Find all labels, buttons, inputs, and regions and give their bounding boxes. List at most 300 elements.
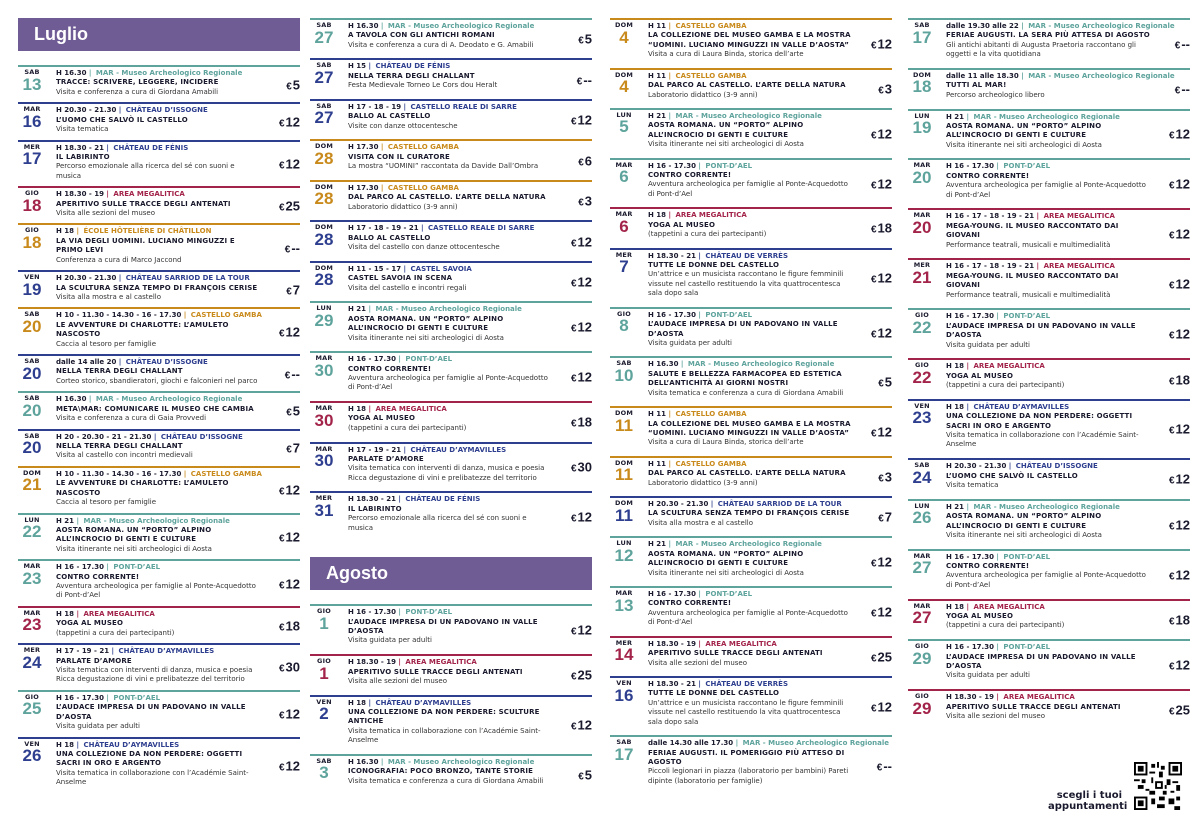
event-info [348,143,552,171]
event-venue: CHÂTEAU D’AYMAVILLES [973,402,1070,411]
event-meta [946,162,1150,171]
event-venue: MAR - Museo Archeologico Regionale [973,502,1120,511]
event-price-value: 25 [877,649,892,665]
event-info [56,274,260,302]
event-price [286,403,300,418]
event-meta [946,462,1150,471]
event-separator: | [116,358,124,367]
event-row[interactable] [610,496,892,536]
event-row[interactable] [310,654,592,694]
event-price-value: 12 [877,270,892,286]
event-meta [946,553,1150,562]
event-info [56,395,260,423]
event-weekday: DOM [615,409,633,418]
event-price-value: 12 [877,325,892,341]
event-day-number: 18 [912,77,932,97]
event-date [610,540,638,564]
event-weekday: MER [913,261,931,270]
event-info [348,62,552,90]
event-weekday: GIO [915,311,929,320]
event-venue: CHÂTEAU D’ISSOGNE [1015,462,1098,471]
event-weekday: SAB [24,394,40,403]
event-day-number: 16 [614,685,634,705]
event-date [610,410,638,434]
event-time: H 18.30 - 21 [56,143,104,152]
event-time: H 16 - 17.30 [648,161,696,170]
event-row[interactable] [18,429,300,466]
event-row[interactable] [908,499,1190,549]
event-time: H 16 - 17.30 [946,312,994,321]
event-row[interactable] [310,442,592,492]
event-weekday: GIO [317,657,331,666]
event-day-number: 1 [319,613,329,633]
event-weekday: GIO [915,361,929,370]
event-time: H 16.30 [348,757,379,766]
event-venue: CHÂTEAU D’AYMAVILLES [375,698,472,707]
event-price-value: 12 [577,717,592,733]
event-time: H 16 - 17.30 [348,355,396,364]
event-info [648,739,890,786]
event-price [279,114,300,129]
event-info [946,462,1150,490]
event-row[interactable] [610,676,892,735]
event-description: Visita tematica in collaborazione con l’Académie Saint-Anselme [946,431,1139,449]
event-row[interactable] [18,737,300,793]
event-row[interactable] [310,99,592,139]
event-row[interactable] [610,108,892,158]
event-venue: CASTELLO GAMBA [190,469,262,478]
event-row[interactable] [908,158,1190,208]
event-row[interactable] [610,207,892,247]
event-info [648,211,852,239]
event-row[interactable] [908,599,1190,640]
event-weekday: MAR [913,601,931,610]
event-price-value: -- [291,366,300,382]
event-description: Visita tematica con interventi di danza, musica e poesia Ricca degustazione di vini e prelibatezze del territorio [348,464,545,482]
event-separator: | [395,355,404,364]
event-row[interactable] [610,68,892,108]
event-meta [946,603,1150,612]
euro-icon: € [870,653,877,665]
event-date [310,265,338,289]
event-price [1169,422,1190,437]
event-row[interactable] [908,689,1190,730]
event-description: Visita alla mostra e al castello [648,518,754,527]
event-date [310,184,338,208]
event-info [56,144,260,182]
event-row[interactable] [908,639,1190,689]
event-price [1169,277,1190,292]
event-row[interactable] [310,58,592,98]
event-row[interactable] [610,536,892,586]
event-separator: | [695,251,704,260]
event-separator: | [666,22,674,30]
event-date [310,62,338,86]
event-row[interactable] [310,401,592,441]
euro-icon: € [1168,521,1175,533]
event-day-number: 29 [912,698,932,718]
event-meta [56,395,260,404]
event-row[interactable] [18,102,300,139]
event-title: ICONOGRAFIA: POCO BRONZO, TANTE STORIE [348,767,534,776]
euro-icon: € [278,328,285,340]
event-day-number: 22 [912,317,932,337]
event-meta [348,143,552,152]
event-meta [56,470,260,479]
event-date [310,658,338,682]
event-info [348,608,552,646]
event-venue: PONT-D’AEL [113,693,161,702]
event-separator: | [86,69,94,77]
event-separator: | [678,360,686,369]
event-price-value: 5 [584,767,592,783]
event-row[interactable] [908,549,1190,599]
event-row[interactable] [18,391,300,428]
euro-icon: € [570,278,577,290]
event-meta [946,693,1150,702]
event-venue: AREA MEGALITICA [1003,693,1075,702]
event-price [578,768,592,783]
euro-icon: € [870,274,877,286]
event-description: Visita itinerante nei siti archeologici di Aosta [348,333,504,342]
event-weekday: LUN [616,539,632,548]
event-date [908,553,936,577]
event-date [610,360,638,384]
event-row[interactable] [18,270,300,307]
event-description: La mostra “UOMINI” raccontata da Davide Dall’Ombra [348,162,539,171]
euro-icon: € [570,238,577,250]
event-price-value: 12 [285,482,300,498]
event-row[interactable] [18,354,300,391]
event-description: Avventura archeologica per famiglie al Ponte-Acquedotto di Pont-d’Ael [946,571,1146,589]
euro-icon: € [286,407,292,419]
event-venue: MAR - Museo Archeologico Regionale [387,757,535,766]
event-price-value: 12 [877,554,892,570]
euro-icon: € [570,513,577,525]
event-time: H 16.30 [648,360,679,369]
event-row[interactable] [610,586,892,636]
event-info [648,410,852,448]
event-row[interactable] [908,358,1190,399]
event-meta [348,62,552,71]
event-row[interactable] [908,399,1190,458]
event-time: H 16 - 17.30 [56,693,104,702]
event-venue: CASTELLO GAMBA [675,410,747,419]
event-row[interactable] [610,356,892,406]
event-separator: | [964,112,972,121]
event-row[interactable] [610,636,892,676]
euro-icon: € [578,35,584,47]
event-day-number: 18 [22,195,42,215]
event-weekday: MAR [615,210,633,219]
event-price [279,707,300,722]
event-description: (tappetini a cura dei partecipanti) [946,381,1065,390]
event-row[interactable] [18,643,300,690]
event-row[interactable] [310,301,592,351]
event-row[interactable] [18,559,300,606]
event-meta [348,405,552,414]
event-venue: CHÂTEAU D’ISSOGNE [160,432,243,441]
event-date [310,495,338,519]
event-price-value: 12 [577,369,592,385]
event-info [648,311,852,349]
event-meta [56,741,260,750]
event-day-number: 28 [314,229,334,249]
event-date [908,22,936,46]
qr-code-icon[interactable] [1134,762,1182,810]
event-row[interactable] [310,220,592,260]
event-row[interactable] [310,754,592,794]
event-price-value: 18 [577,414,592,430]
event-row[interactable] [610,248,892,307]
event-separator: | [378,757,386,766]
event-venue: PONT-D’AEL [1003,552,1051,561]
event-meta [348,184,552,193]
event-price [571,623,592,638]
event-day-number: 4 [619,27,629,47]
event-row[interactable] [18,513,300,560]
event-separator: | [74,609,82,618]
event-meta [946,503,1150,512]
event-day-number: 23 [912,408,932,428]
event-separator: | [378,22,386,30]
euro-icon: € [278,533,285,545]
event-info [648,680,852,727]
event-description: Visita tematica [56,125,109,134]
event-day-number: 21 [912,267,932,287]
event-venue: MAR - Museo Archeologico Regionale [95,69,243,77]
event-time: H 18.30 - 19 [348,658,396,667]
event-price-value: 12 [877,604,892,620]
event-description: Visita tematica [946,480,999,489]
event-price-value: 7 [292,282,300,298]
event-row[interactable] [908,109,1190,159]
event-info [648,540,852,578]
event-info [348,305,552,343]
event-info [946,403,1150,450]
event-row[interactable] [310,491,592,541]
event-info [946,503,1150,541]
event-weekday: SAB [24,310,40,319]
event-day-number: 26 [22,746,42,765]
event-weekday: MAR [315,354,333,363]
event-row[interactable] [310,139,592,179]
event-time: H 18.30 - 21 [648,680,696,688]
event-price-value: 25 [577,667,592,683]
event-separator: | [1006,462,1014,471]
event-price [871,36,892,51]
event-title: SALUTE E BELLEZZA FARMACOPEA ED ESTETICA DELL’ANTICHITÀ AI GIORNI NOSTRI [648,369,842,388]
event-title: DAL PARCO AL CASTELLO. L’ARTE DELLA NATURA [648,81,846,90]
event-title: L’AUDACE IMPRESA DI UN PADOVANO IN VALLE D’AOSTA [946,321,1136,340]
event-weekday: MAR [913,161,931,170]
event-price [571,320,592,335]
event-price [871,325,892,340]
event-meta [648,410,852,419]
event-venue: MAR - Museo Archeologico Regionale [973,112,1120,121]
event-title: UNA COLLEZIONE DA NON PERDERE: OGGETTI SACRI IN ORO E ARGENTO [946,412,1133,430]
event-day-number: 12 [614,545,634,565]
event-row[interactable] [908,208,1190,258]
event-price [285,366,300,381]
event-date [18,395,46,419]
event-time: H 16.30 [348,22,379,30]
event-row[interactable] [908,458,1190,499]
event-description: Laboratorio didattico (3-9 anni) [648,478,758,487]
event-row[interactable] [18,466,300,513]
event-info [348,699,552,746]
event-info [648,460,852,488]
event-row[interactable] [610,307,892,357]
event-price-value: 18 [285,618,300,634]
event-row[interactable] [310,18,592,58]
event-price [571,718,592,733]
euro-icon: € [1168,571,1175,583]
event-title: AOSTA ROMANA. UN “PORTO” ALPINO ALL’INCROCIO DI GENTI E CULTURE [946,512,1102,530]
event-description: Visita tematica in collaborazione con l’Académie Saint-Anselme [348,726,541,745]
month-header: Luglio [18,18,300,51]
event-row[interactable] [908,258,1190,308]
event-weekday: SAB [24,68,40,76]
event-day-number: 29 [314,310,334,330]
event-price [878,375,892,390]
event-price-value: -- [1181,81,1190,97]
event-row[interactable] [610,406,892,456]
event-venue: CHÂTEAU D’ISSOGNE [125,358,208,367]
event-time: H 17 - 19 - 21 [56,647,110,656]
event-time: H 18.30 - 19 [946,693,994,702]
event-day-number: 7 [619,257,629,277]
event-time: H 18 [348,405,367,414]
event-price [1169,327,1190,342]
event-time: H 11 - 15 - 17 [348,264,402,273]
event-title: AOSTA ROMANA. UN “PORTO” ALPINO ALL’INCROCIO DI GENTI E CULTURE [648,549,804,568]
event-time: H 11 [648,22,667,30]
event-day-number: 1 [319,663,329,683]
event-meta [648,72,852,81]
event-row[interactable] [610,18,892,68]
event-venue: MAR - Museo Archeologico Regionale [95,395,243,404]
event-description: Visita del castello e incontri regali [348,283,467,292]
event-row[interactable] [908,308,1190,358]
event-meta [648,112,852,121]
event-row[interactable] [18,140,300,187]
event-row[interactable] [18,690,300,737]
event-weekday: MAR [23,105,41,114]
event-day-number: 27 [314,67,334,87]
event-meta [348,224,552,233]
event-title: AOSTA ROMANA. UN “PORTO” ALPINO ALL’INCROCIO DI GENTI E CULTURE [348,314,504,333]
event-price [279,660,300,675]
event-separator: | [964,402,972,411]
event-date [310,446,338,470]
event-price-value: 18 [1175,372,1190,388]
event-day-number: 23 [22,568,42,588]
event-price-value: 25 [285,198,300,214]
event-weekday: DOM [615,458,633,467]
event-description: Un’attrice e un musicista raccontano le figure femminili vissute nel castello restituendo la vita quattrocentesca sala dopo sala [648,270,844,298]
event-price-value: 12 [1175,176,1190,192]
event-info [56,694,260,732]
event-row[interactable] [310,180,592,220]
event-time: H 18 [348,698,367,707]
event-row[interactable] [18,606,300,643]
event-price-value: 30 [577,459,592,475]
event-price [286,77,300,92]
event-price-value: 12 [285,758,300,774]
event-row[interactable] [310,261,592,301]
event-date [18,741,46,765]
euro-icon: € [1168,706,1175,718]
euro-icon: € [286,81,292,93]
event-title: YOGA AL MUSEO [946,612,1014,621]
euro-icon: € [1168,280,1175,292]
event-weekday: MAR [23,608,41,617]
event-description: Percorso emozionale alla ricerca del sé con suoni e musica [348,514,527,532]
event-day-number: 11 [615,465,633,485]
event-time: H 21 [348,305,367,314]
event-info [648,360,852,398]
event-row[interactable] [610,158,892,208]
event-price-value: 12 [877,36,892,52]
event-meta [56,106,260,115]
event-separator: | [401,264,409,273]
event-row[interactable] [310,351,592,401]
event-price-value: 18 [1175,612,1190,628]
euro-icon: € [1168,330,1175,342]
event-info [56,433,260,461]
event-time: H 16 - 17.30 [946,162,994,171]
event-price [1175,36,1190,51]
event-row[interactable] [18,186,300,223]
column-4 [908,18,1190,730]
event-title: YOGA AL MUSEO [348,414,416,423]
event-row[interactable] [310,695,592,754]
event-row[interactable] [908,68,1190,109]
event-meta [56,694,260,703]
event-meta [348,608,552,617]
event-time: H 17.30 [348,183,379,192]
event-row[interactable] [310,604,592,654]
event-price [871,271,892,286]
event-venue: CASTELLO REALE DI SARRE [410,102,517,111]
column-3 [610,18,892,794]
event-row[interactable] [908,18,1190,68]
euro-icon: € [1168,230,1175,242]
event-weekday: MAR [315,404,333,413]
event-separator: | [993,693,1002,702]
event-row[interactable] [610,735,892,794]
event-price-value: 12 [877,424,892,440]
event-time: H 18.30 - 19 [56,190,104,199]
euro-icon: € [284,244,291,256]
event-venue: MAR - Museo Archeologico Regionale [1028,22,1175,30]
event-row[interactable] [18,223,300,270]
event-row[interactable] [18,65,300,102]
event-row[interactable] [610,456,892,496]
event-price [871,221,892,236]
event-separator: | [666,71,674,80]
event-title: BALLO AL CASTELLO [348,112,431,121]
event-row[interactable] [18,307,300,354]
event-weekday: MAR [23,562,41,571]
event-date [18,517,46,541]
event-weekday: GIO [317,607,331,616]
event-info [648,640,852,668]
event-price [279,529,300,544]
event-price-value: 12 [1175,126,1190,142]
event-weekday: MER [23,142,41,151]
